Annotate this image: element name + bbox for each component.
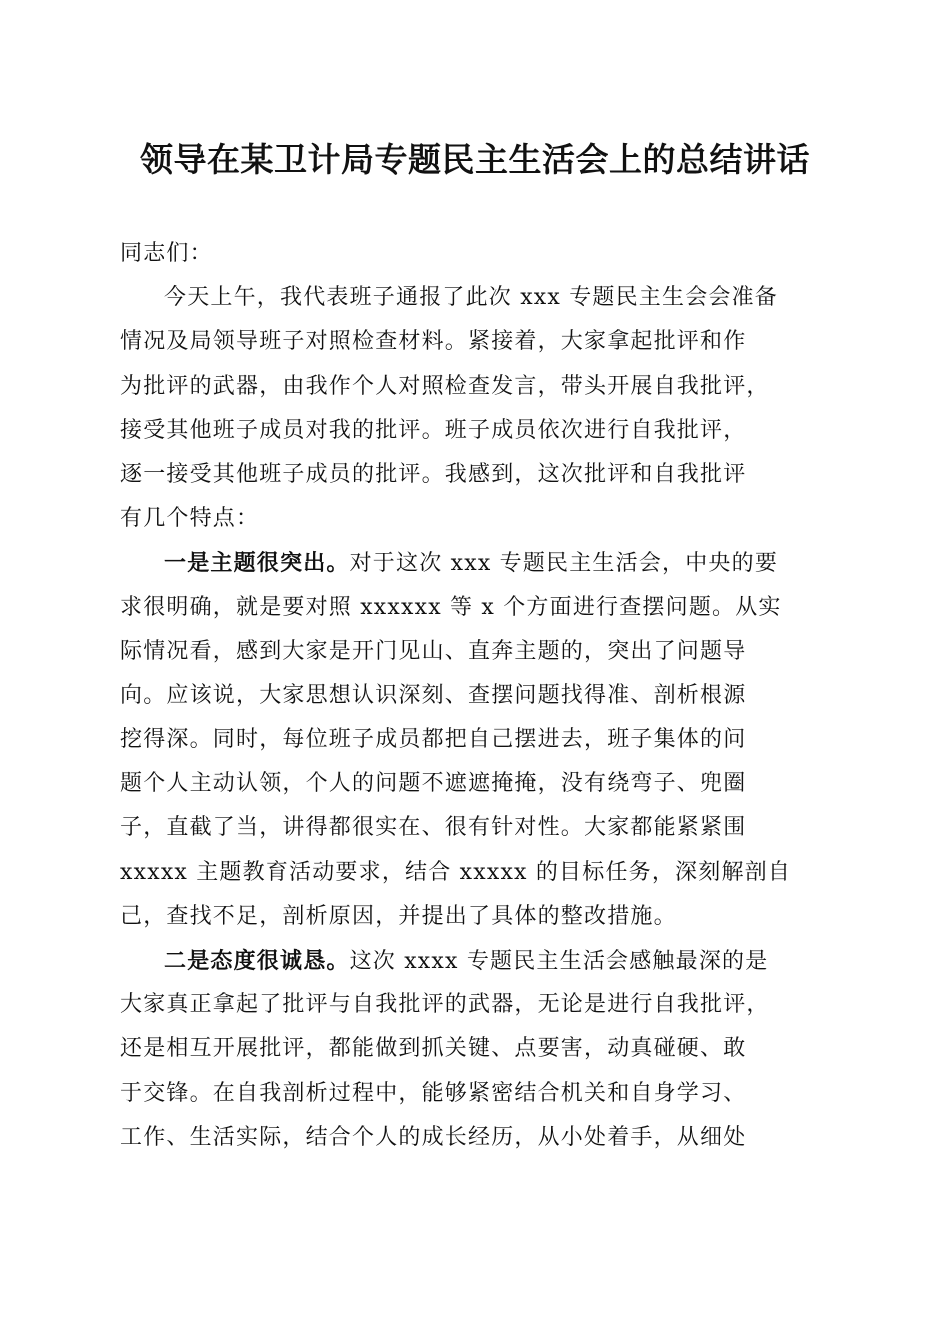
paragraph-line: 为批评的武器，由我作个人对照检查发言，带头开展自我批评， bbox=[120, 373, 770, 399]
paragraph-line: xxxxx 主题教育活动要求，结合 xxxxx 的目标任务，深刻解剖自 bbox=[120, 859, 792, 885]
point-heading: 一是主题很突出。 bbox=[164, 550, 350, 577]
paragraph-line: 还是相互开展批评，都能做到抓关键、点要害，动真碰硬、敢 bbox=[120, 1036, 747, 1062]
paragraph-line: 际情况看，感到大家是开门见山、直奔主题的，突出了问题导 bbox=[120, 638, 747, 664]
paragraph-line: 求很明确，就是要对照 xxxxxx 等 x 个方面进行查摆问题。从实 bbox=[120, 594, 782, 620]
paragraph-line: 逐一接受其他班子成员的批评。我感到，这次批评和自我批评 bbox=[120, 461, 747, 487]
document-body bbox=[120, 232, 828, 1160]
paragraph-line: 接受其他班子成员对我的批评。班子成员依次进行自我批评， bbox=[120, 417, 747, 443]
paragraph-line: 情况及局领导班子对照检查材料。紧接着，大家拿起批评和作 bbox=[120, 329, 747, 355]
paragraph-line-text: 对于这次 xxx 专题民主生活会，中央的要 bbox=[349, 551, 779, 577]
paragraph-intro bbox=[120, 276, 828, 541]
paragraph-first-line bbox=[120, 939, 828, 983]
point-heading: 二是态度很诚恳。 bbox=[164, 948, 350, 974]
paragraph-line: 挖得深。同时，每位班子成员都把自己摆进去，班子集体的问 bbox=[120, 727, 747, 753]
paragraph-line: 己，查找不足，剖析原因，并提出了具体的整改措施。 bbox=[120, 903, 677, 929]
salutation: 同志们： bbox=[120, 241, 213, 266]
paragraph-line: 工作、生活实际，结合个人的成长经历，从小处着手，从细处 bbox=[120, 1124, 747, 1150]
paragraph-line: 于交锋。在自我剖析过程中，能够紧密结合机关和自身学习、 bbox=[120, 1080, 747, 1106]
paragraph-line-text: 这次 xxxx 专题民主生活会感触最深的是 bbox=[349, 949, 769, 974]
paragraph-point-one bbox=[120, 541, 828, 939]
paragraph-line: 题个人主动认领，个人的问题不遮遮掩掩，没有绕弯子、兜圈 bbox=[120, 771, 747, 797]
document-title: 领导在某卫计局专题民主生活会上的总结讲话 bbox=[140, 140, 810, 179]
paragraph-line: 大家真正拿起了批评与自我批评的武器，无论是进行自我批评， bbox=[120, 992, 770, 1018]
paragraph-first-line bbox=[120, 541, 828, 585]
paragraph-line: 向。应该说，大家思想认识深刻、查摆问题找得准、剖析根源 bbox=[120, 682, 747, 708]
paragraph-line: 子，直截了当，讲得都很实在、很有针对性。大家都能紧紧围 bbox=[120, 815, 747, 841]
paragraph-line: 有几个特点： bbox=[120, 506, 260, 532]
paragraph-line: 今天上午，我代表班子通报了此次 xxx 专题民主生会会准备 bbox=[164, 285, 779, 311]
paragraph-point-two bbox=[120, 939, 828, 1160]
